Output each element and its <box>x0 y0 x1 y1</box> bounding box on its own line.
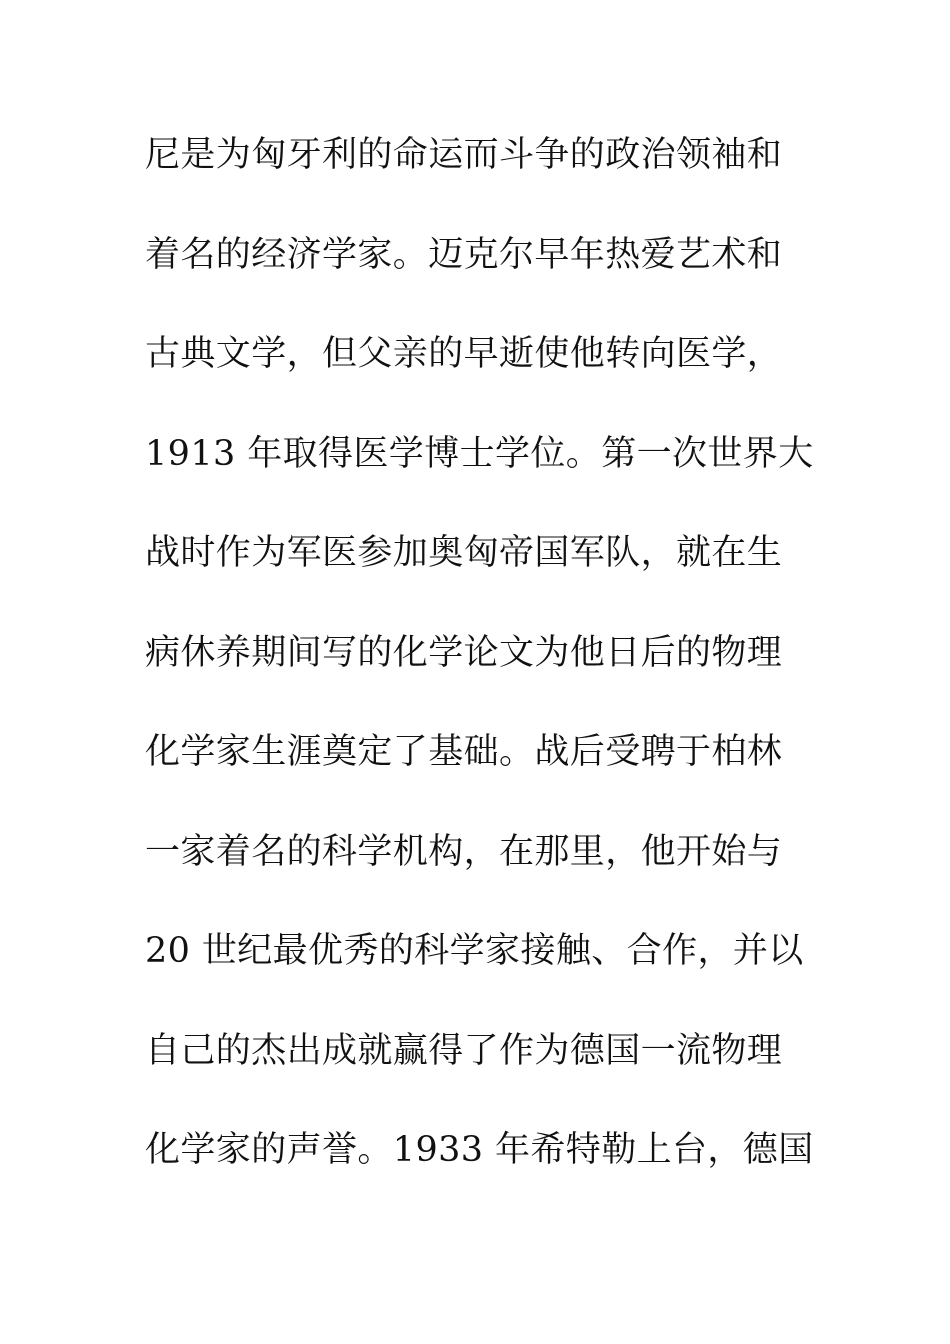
text-line-9: 20 世纪最优秀的科学家接触、合作，并以 <box>145 931 804 971</box>
text-line-7: 化学家生涯奠定了基础。战后受聘于柏林 <box>145 732 783 772</box>
text-line-10: 自己的杰出成就赢得了作为德国一流物理 <box>145 1030 783 1071</box>
text-line-3: 古典文学，但父亲的早逝使他转向医学， <box>145 334 783 374</box>
text-line-11: 化学家的声誉。1933 年希特勒上台，德国 <box>145 1130 814 1170</box>
text-line-6: 病休养期间写的化学论文为他日后的物理 <box>145 632 783 673</box>
text-line-4: 1913 年取得医学博士学位。第一次世界大 <box>145 433 814 474</box>
text-line-2: 着名的经济学家。迈克尔早年热爱艺术和 <box>145 234 783 275</box>
text-line-8: 一家着名的科学机构，在那里，他开始与 <box>145 831 783 872</box>
text-line-5: 战时作为军医参加奥匈帝国军队，就在生 <box>145 533 783 573</box>
body-text <box>145 127 814 1222</box>
text-line-1: 尼是为匈牙利的命运而斗争的政治领袖和 <box>145 135 783 175</box>
